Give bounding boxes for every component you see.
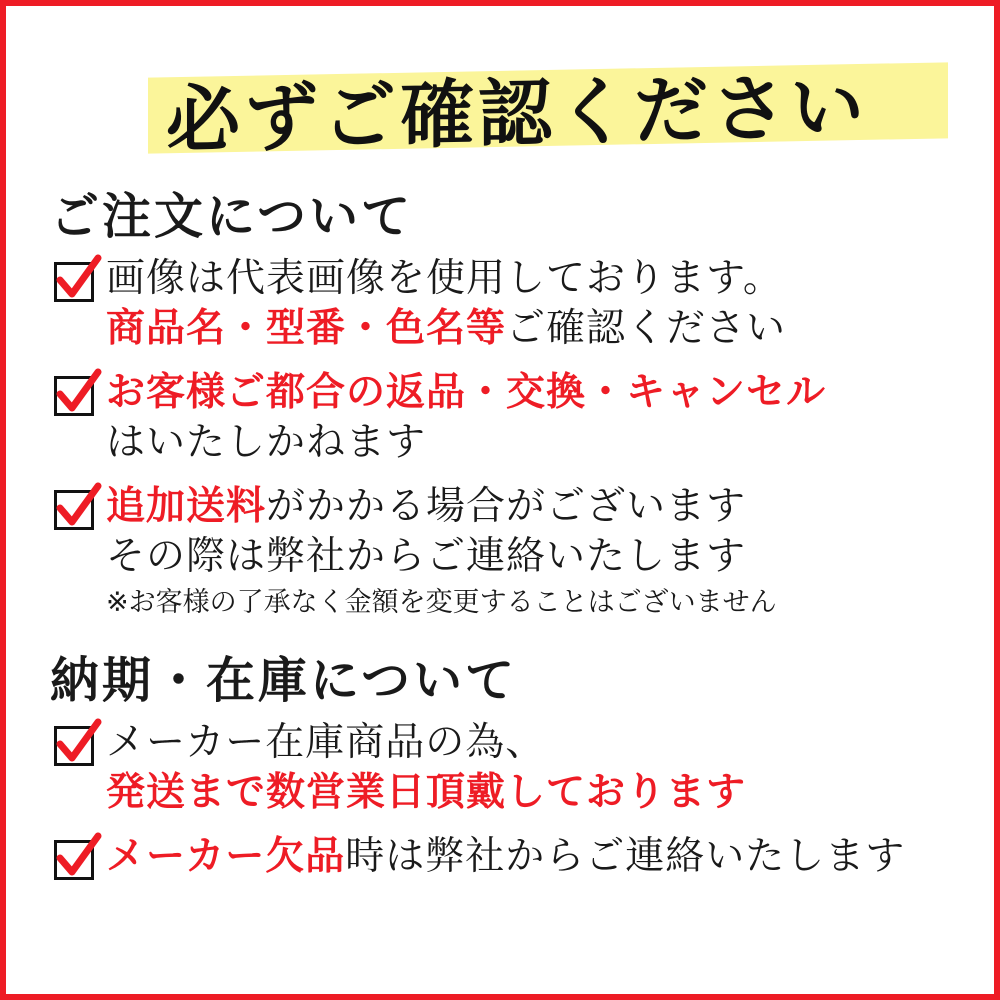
checkbox-checked-icon [54, 840, 94, 880]
checkbox-checked-icon [54, 376, 94, 416]
notice-item-lines [106, 718, 960, 818]
notice-text-part: 追加送料 [106, 484, 267, 529]
notice-text-part: がかかる場合がございます [266, 484, 747, 529]
page-title [40, 48, 960, 166]
notice-line [106, 418, 960, 468]
notice-item-lines [106, 254, 960, 354]
notice-item-lines [106, 368, 960, 468]
page-title-text: 必ずご確認ください [166, 64, 868, 164]
notice-line [106, 582, 960, 624]
notice-item [54, 832, 960, 882]
notice-text-part: 時は弊社からご連絡いたします [345, 834, 906, 879]
notice-text-part: 画像は代表画像を使用しております。 [106, 256, 783, 301]
notice-line [106, 532, 960, 582]
section-heading: 納期・在庫について [50, 652, 518, 709]
notice-text-part: はいたしかねます [106, 420, 427, 465]
notice-content [6, 6, 994, 994]
notice-line [106, 482, 960, 532]
notice-item [54, 254, 960, 354]
notice-line [106, 368, 960, 418]
notice-text-part: お客様ご都合の返品・交換・キャンセル [106, 370, 827, 415]
notice-text-part: メーカー欠品 [106, 834, 346, 879]
checkbox-checked-icon [54, 262, 94, 302]
notice-item [54, 482, 960, 624]
checkbox-checked-icon [54, 726, 94, 766]
notice-text-part: ※お客様の了承なく金額を変更することはございません [106, 587, 777, 618]
notice-item-lines [106, 832, 960, 882]
notice-line [106, 832, 960, 882]
notice-line [106, 254, 960, 304]
sections-container [40, 178, 960, 882]
notice-text-part: ご確認ください [506, 306, 787, 351]
notice-text-part: メーカー在庫商品の為、 [106, 720, 546, 765]
notice-text-part: その際は弊社からご連絡いたします [106, 534, 747, 579]
checkbox-checked-icon [54, 490, 94, 530]
notice-line [106, 768, 960, 818]
notice-text-part: 商品名・型番・色名等 [106, 306, 507, 351]
notice-text-part: 発送まで数営業日頂戴しております [106, 770, 747, 815]
notice-item-lines [106, 482, 960, 624]
notice-line [106, 718, 960, 768]
notice-item [54, 368, 960, 468]
notice-item [54, 718, 960, 818]
notice-line [106, 304, 960, 354]
section-heading: ご注文について [50, 188, 414, 245]
